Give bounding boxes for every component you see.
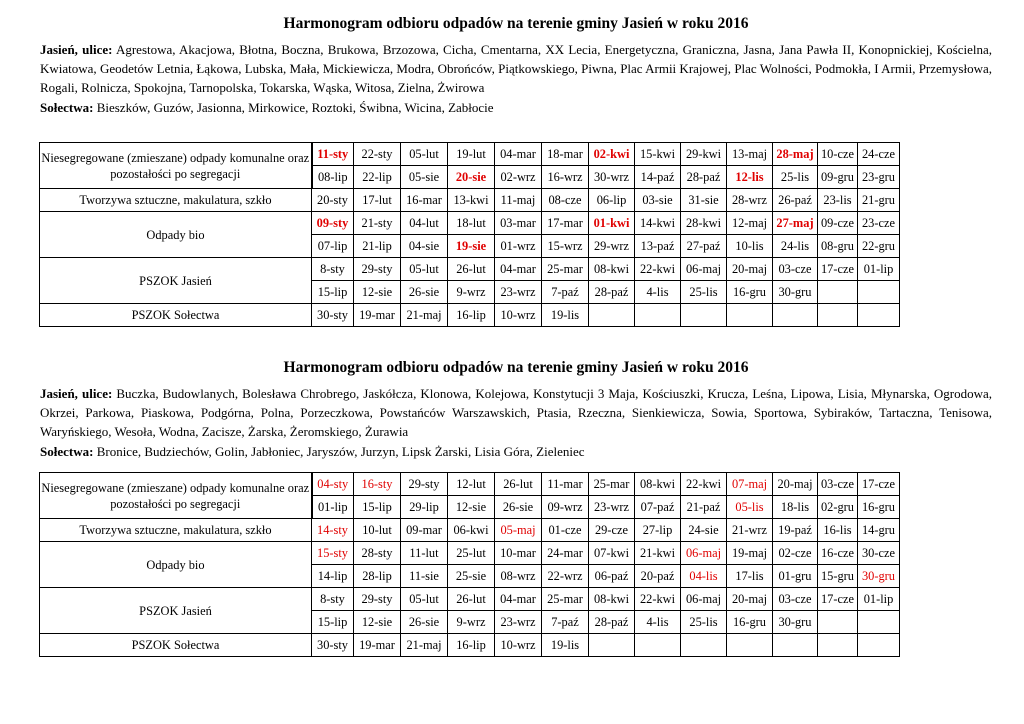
date-cell <box>727 634 773 657</box>
date-cell <box>858 304 900 327</box>
date-cell: 03-cze <box>773 588 818 611</box>
table-row <box>40 212 900 235</box>
date-cell: 4-lis <box>635 281 681 304</box>
date-cell: 20-maj <box>773 473 818 496</box>
date-cell: 9-wrz <box>448 611 495 634</box>
villages-label: Sołectwa: <box>40 443 94 459</box>
date-cell: 20-sty <box>312 189 354 212</box>
date-cell: 18-lut <box>448 212 495 235</box>
date-cell: 16-wrz <box>542 166 589 189</box>
streets-list: Buczka, Budowlanych, Bolesława Chrobrego, Jaskółcza, Klonowa, Kolejowa, Konstytucji 3 Maja, Kościuszki, Krucza, Leśna, Lipowa, Lisia, Młynarska, Ogrodowa, Okrzei, Parkowa, Piaskowa, Podgórna, Polna, Porzeczkowa, Powstańców Warszawskich, Ptasia, Rzeczna, Sienkiewicza, Sowia, Sportowa, Sybiraków, Tartaczna, Tenisowa, Waryńskiego, Wesoła, Wodna, Zacisze, Żarska, Żeromskiego, Żurawia <box>40 386 993 440</box>
date-cell: 02-wrz <box>495 166 542 189</box>
date-cell: 22-sty <box>354 143 401 166</box>
table-row <box>40 304 900 327</box>
date-cell: 19-maj <box>727 542 773 565</box>
date-cell: 30-gru <box>858 565 900 588</box>
date-cell: 12-sie <box>354 281 401 304</box>
date-cell: 03-cze <box>818 473 858 496</box>
date-cell: 30-sty <box>312 634 354 657</box>
date-cell: 15-kwi <box>635 143 681 166</box>
date-cell: 29-lip <box>401 496 448 519</box>
date-cell: 08-kwi <box>589 258 635 281</box>
date-cell: 28-paź <box>681 166 727 189</box>
date-cell: 29-kwi <box>681 143 727 166</box>
date-cell: 20-maj <box>727 258 773 281</box>
date-cell: 08-gru <box>818 235 858 258</box>
date-cell: 22-wrz <box>542 565 589 588</box>
date-cell: 21-wrz <box>727 519 773 542</box>
date-cell: 21-maj <box>401 304 448 327</box>
date-cell: 26-paź <box>773 189 818 212</box>
date-cell: 01-lip <box>858 258 900 281</box>
date-cell <box>773 634 818 657</box>
section-description <box>40 40 992 117</box>
date-cell: 26-lut <box>495 473 542 496</box>
date-cell: 12-sie <box>448 496 495 519</box>
date-cell: 15-sty <box>312 542 354 565</box>
date-cell: 08-wrz <box>495 565 542 588</box>
date-cell <box>589 634 635 657</box>
date-cell: 25-mar <box>542 258 589 281</box>
date-cell: 07-paź <box>635 496 681 519</box>
date-cell: 04-mar <box>495 258 542 281</box>
date-cell: 10-lut <box>354 519 401 542</box>
date-cell: 28-maj <box>773 143 818 166</box>
waste-type-label: Niesegregowane (zmieszane) odpady komunalne oraz pozostałości po segregacji <box>40 143 312 189</box>
date-cell: 22-kwi <box>635 258 681 281</box>
date-cell: 26-lut <box>448 258 495 281</box>
date-cell: 17-lis <box>727 565 773 588</box>
date-cell: 10-lis <box>727 235 773 258</box>
date-cell: 04-lut <box>401 212 448 235</box>
villages-list: Bieszków, Guzów, Jasionna, Mirkowice, Roztoki, Świbna, Wicina, Zabłocie <box>96 99 494 115</box>
date-cell: 05-lis <box>727 496 773 519</box>
schedule-section-2 <box>40 358 992 461</box>
villages-list: Bronice, Budziechów, Golin, Jabłoniec, Jaryszów, Jurzyn, Lipsk Żarski, Lisia Góra, Zieleniec <box>96 443 585 459</box>
date-cell: 24-cze <box>858 143 900 166</box>
date-cell <box>773 304 818 327</box>
villages-paragraph <box>40 442 992 461</box>
date-cell: 19-mar <box>354 634 401 657</box>
date-cell: 07-maj <box>727 473 773 496</box>
date-cell: 05-lut <box>401 143 448 166</box>
table-row <box>40 542 900 565</box>
date-cell: 28-paź <box>589 611 635 634</box>
table-row <box>40 143 900 166</box>
date-cell: 19-paź <box>773 519 818 542</box>
date-cell: 01-lip <box>858 588 900 611</box>
date-cell: 12-lut <box>448 473 495 496</box>
date-cell: 21-gru <box>858 189 900 212</box>
date-cell: 06-maj <box>681 588 727 611</box>
table-row <box>40 258 900 281</box>
waste-type-label: Tworzywa sztuczne, makulatura, szkło <box>40 519 312 542</box>
date-cell <box>858 281 900 304</box>
date-cell: 28-kwi <box>681 212 727 235</box>
date-cell: 11-mar <box>542 473 589 496</box>
waste-type-label: PSZOK Jasień <box>40 588 312 634</box>
date-cell: 13-kwi <box>448 189 495 212</box>
date-cell: 16-lip <box>448 304 495 327</box>
waste-type-label: PSZOK Sołectwa <box>40 304 312 327</box>
date-cell: 20-sie <box>448 166 495 189</box>
date-cell: 30-gru <box>773 281 818 304</box>
date-cell: 9-wrz <box>448 281 495 304</box>
date-cell: 21-kwi <box>635 542 681 565</box>
date-cell: 23-wrz <box>589 496 635 519</box>
date-cell: 05-lut <box>401 588 448 611</box>
date-cell: 11-lut <box>401 542 448 565</box>
date-cell: 27-paź <box>681 235 727 258</box>
date-cell: 12-lis <box>727 166 773 189</box>
date-cell: 30-sty <box>312 304 354 327</box>
date-cell: 12-maj <box>727 212 773 235</box>
date-cell: 17-cze <box>818 588 858 611</box>
date-cell: 26-sie <box>401 611 448 634</box>
date-cell: 12-sie <box>354 611 401 634</box>
date-cell: 19-lut <box>448 143 495 166</box>
table-row <box>40 634 900 657</box>
date-cell: 18-lis <box>773 496 818 519</box>
villages-label: Sołectwa: <box>40 99 94 115</box>
date-cell: 01-gru <box>773 565 818 588</box>
date-cell: 05-lut <box>401 258 448 281</box>
date-cell: 08-kwi <box>635 473 681 496</box>
streets-label: Jasień, ulice: <box>40 386 113 401</box>
date-cell: 01-kwi <box>589 212 635 235</box>
date-cell: 15-gru <box>818 565 858 588</box>
date-cell: 06-maj <box>681 258 727 281</box>
date-cell: 11-maj <box>495 189 542 212</box>
date-cell: 29-wrz <box>589 235 635 258</box>
date-cell <box>635 634 681 657</box>
date-cell: 28-wrz <box>727 189 773 212</box>
date-cell: 09-cze <box>818 212 858 235</box>
date-cell <box>818 611 858 634</box>
date-cell: 20-maj <box>727 588 773 611</box>
date-cell: 13-maj <box>727 143 773 166</box>
date-cell: 24-sie <box>681 519 727 542</box>
date-cell: 08-lip <box>312 166 354 189</box>
date-cell: 16-gru <box>727 611 773 634</box>
date-cell: 10-cze <box>818 143 858 166</box>
date-cell: 07-kwi <box>589 542 635 565</box>
section-title: Harmonogram odbioru odpadów na terenie gminy Jasień w roku 2016 <box>283 15 749 32</box>
date-cell: 23-wrz <box>495 611 542 634</box>
date-cell: 29-sty <box>354 258 401 281</box>
date-cell: 22-kwi <box>635 588 681 611</box>
date-cell <box>818 281 858 304</box>
streets-paragraph <box>40 384 992 442</box>
table-row <box>40 189 900 212</box>
date-cell: 23-lis <box>818 189 858 212</box>
date-cell: 04-sty <box>312 473 354 496</box>
date-cell: 04-sie <box>401 235 448 258</box>
date-cell: 25-lis <box>681 281 727 304</box>
date-cell: 28-sty <box>354 542 401 565</box>
date-cell: 23-cze <box>858 212 900 235</box>
table-row <box>40 588 900 611</box>
date-cell: 28-lip <box>354 565 401 588</box>
date-cell: 21-paź <box>681 496 727 519</box>
date-cell: 24-lis <box>773 235 818 258</box>
date-cell: 06-paź <box>589 565 635 588</box>
date-cell: 23-gru <box>858 166 900 189</box>
date-cell: 02-cze <box>773 542 818 565</box>
table-row <box>40 519 900 542</box>
date-cell: 4-lis <box>635 611 681 634</box>
date-cell: 04-lis <box>681 565 727 588</box>
waste-type-label: PSZOK Sołectwa <box>40 634 312 657</box>
date-cell: 09-sty <box>312 212 354 235</box>
section-description <box>40 384 992 461</box>
date-cell: 27-lip <box>635 519 681 542</box>
date-cell: 02-kwi <box>589 143 635 166</box>
date-cell: 25-lut <box>448 542 495 565</box>
date-cell: 24-mar <box>542 542 589 565</box>
date-cell: 15-wrz <box>542 235 589 258</box>
date-cell: 16-mar <box>401 189 448 212</box>
date-cell: 07-lip <box>312 235 354 258</box>
date-cell: 23-wrz <box>495 281 542 304</box>
date-cell <box>681 634 727 657</box>
date-cell <box>858 611 900 634</box>
date-cell: 16-lip <box>448 634 495 657</box>
date-cell: 18-mar <box>542 143 589 166</box>
date-cell: 19-lis <box>542 304 589 327</box>
date-cell: 8-sty <box>312 258 354 281</box>
date-cell: 27-maj <box>773 212 818 235</box>
date-cell: 25-lis <box>773 166 818 189</box>
streets-label: Jasień, ulice: <box>40 42 113 57</box>
date-cell: 26-sie <box>401 281 448 304</box>
date-cell <box>635 304 681 327</box>
date-cell: 22-kwi <box>681 473 727 496</box>
date-cell: 10-wrz <box>495 634 542 657</box>
date-cell: 06-maj <box>681 542 727 565</box>
date-cell: 21-lip <box>354 235 401 258</box>
date-cell: 17-cze <box>818 258 858 281</box>
date-cell: 21-maj <box>401 634 448 657</box>
date-cell: 19-lis <box>542 634 589 657</box>
date-cell: 04-mar <box>495 588 542 611</box>
date-cell: 01-cze <box>542 519 589 542</box>
waste-type-label: Niesegregowane (zmieszane) odpady komunalne oraz pozostałości po segregacji <box>40 473 312 519</box>
date-cell: 06-lip <box>589 189 635 212</box>
date-cell: 09-wrz <box>542 496 589 519</box>
date-cell <box>727 304 773 327</box>
waste-type-label: Odpady bio <box>40 212 312 258</box>
date-cell <box>858 634 900 657</box>
schedule-table-1 <box>39 142 900 327</box>
date-cell: 03-mar <box>495 212 542 235</box>
date-cell: 25-mar <box>589 473 635 496</box>
villages-paragraph <box>40 98 992 117</box>
date-cell: 29-sty <box>401 473 448 496</box>
schedule-table-2 <box>39 472 900 657</box>
date-cell: 08-kwi <box>589 588 635 611</box>
date-cell: 26-sie <box>495 496 542 519</box>
date-cell: 7-paź <box>542 611 589 634</box>
date-cell: 17-cze <box>858 473 900 496</box>
date-cell <box>589 304 635 327</box>
date-cell: 08-cze <box>542 189 589 212</box>
date-cell: 06-kwi <box>448 519 495 542</box>
date-cell: 11-sty <box>312 143 354 166</box>
date-cell: 16-sty <box>354 473 401 496</box>
date-cell: 7-paź <box>542 281 589 304</box>
date-cell: 15-lip <box>312 281 354 304</box>
date-cell <box>818 634 858 657</box>
date-cell <box>818 304 858 327</box>
date-cell: 10-mar <box>495 542 542 565</box>
date-cell: 14-gru <box>858 519 900 542</box>
date-cell: 15-lip <box>354 496 401 519</box>
section-title: Harmonogram odbioru odpadów na terenie gminy Jasień w roku 2016 <box>283 359 749 376</box>
date-cell: 09-gru <box>818 166 858 189</box>
date-cell: 16-cze <box>818 542 858 565</box>
date-cell: 16-lis <box>818 519 858 542</box>
date-cell: 26-lut <box>448 588 495 611</box>
date-cell: 05-maj <box>495 519 542 542</box>
date-cell: 29-sty <box>354 588 401 611</box>
date-cell: 30-cze <box>858 542 900 565</box>
date-cell: 14-kwi <box>635 212 681 235</box>
date-cell: 20-paź <box>635 565 681 588</box>
date-cell: 29-cze <box>589 519 635 542</box>
date-cell: 19-mar <box>354 304 401 327</box>
date-cell: 30-wrz <box>589 166 635 189</box>
streets-list: Agrestowa, Akacjowa, Błotna, Boczna, Brukowa, Brzozowa, Cicha, Cmentarna, XX Lecia, Energetyczna, Graniczna, Jasna, Jana Pawła II, Konopnickiej, Kościelna, Kwiatowa, Geodetów Letnia, Łąkowa, Lubska, Mała, Mickiewicza, Modra, Obrońców, Piątkowskiego, Piwna, Plac Armii Krajowej, Plac Wolności, Podmokła, I Armii, Przemysłowa, Rogali, Rolnicza, Spokojna, Tarnopolska, Tokarska, Wąska, Witosa, Zielna, Żwirowa <box>40 42 992 96</box>
date-cell: 17-mar <box>542 212 589 235</box>
date-cell: 01-lip <box>312 496 354 519</box>
date-cell <box>681 304 727 327</box>
date-cell: 17-lut <box>354 189 401 212</box>
date-cell: 30-gru <box>773 611 818 634</box>
waste-type-label: Tworzywa sztuczne, makulatura, szkło <box>40 189 312 212</box>
date-cell: 8-sty <box>312 588 354 611</box>
streets-paragraph <box>40 40 992 98</box>
date-cell: 14-paź <box>635 166 681 189</box>
date-cell: 19-sie <box>448 235 495 258</box>
date-cell: 11-sie <box>401 565 448 588</box>
date-cell: 04-mar <box>495 143 542 166</box>
date-cell: 28-paź <box>589 281 635 304</box>
date-cell: 10-wrz <box>495 304 542 327</box>
date-cell: 16-gru <box>858 496 900 519</box>
date-cell: 13-paź <box>635 235 681 258</box>
date-cell: 03-cze <box>773 258 818 281</box>
waste-type-label: Odpady bio <box>40 542 312 588</box>
date-cell: 25-lis <box>681 611 727 634</box>
date-cell: 09-mar <box>401 519 448 542</box>
date-cell: 25-sie <box>448 565 495 588</box>
date-cell: 16-gru <box>727 281 773 304</box>
schedule-section-1 <box>40 14 992 117</box>
date-cell: 05-sie <box>401 166 448 189</box>
date-cell: 14-sty <box>312 519 354 542</box>
date-cell: 15-lip <box>312 611 354 634</box>
date-cell: 21-sty <box>354 212 401 235</box>
table-row <box>40 473 900 496</box>
date-cell: 31-sie <box>681 189 727 212</box>
date-cell: 22-gru <box>858 235 900 258</box>
date-cell: 01-wrz <box>495 235 542 258</box>
date-cell: 22-lip <box>354 166 401 189</box>
date-cell: 14-lip <box>312 565 354 588</box>
date-cell: 25-mar <box>542 588 589 611</box>
date-cell: 03-sie <box>635 189 681 212</box>
waste-type-label: PSZOK Jasień <box>40 258 312 304</box>
date-cell: 02-gru <box>818 496 858 519</box>
